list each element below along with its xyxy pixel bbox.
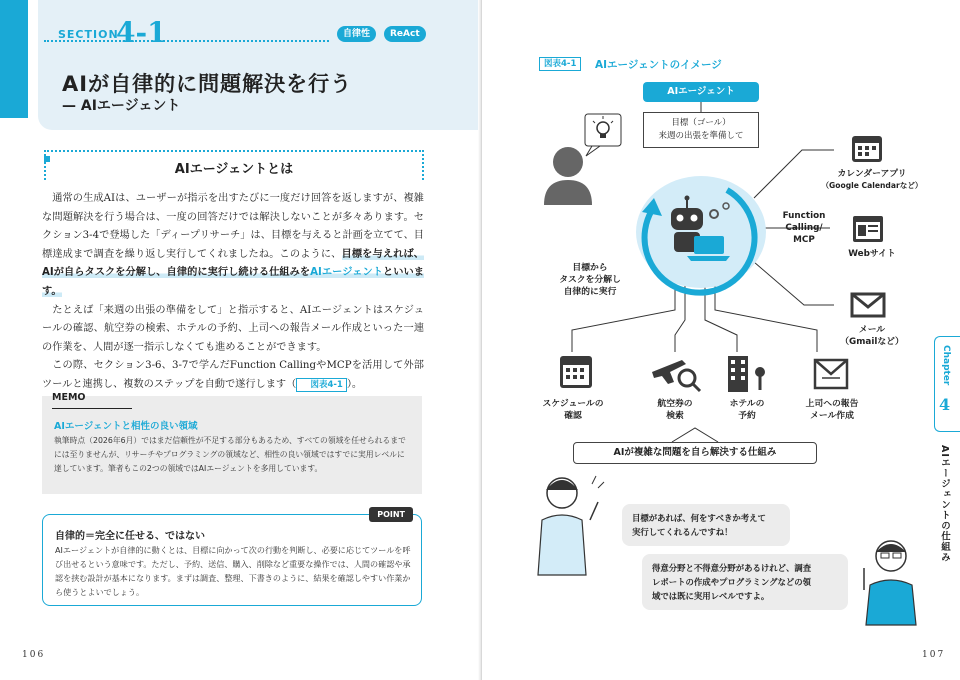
man-illustration xyxy=(864,541,916,625)
mail-doc-icon xyxy=(815,360,847,388)
point-title: 自律的＝完全に任せる、ではない xyxy=(55,531,205,542)
figure-reference[interactable]: 図表4-1 xyxy=(296,378,347,392)
memo-body: 執筆時点（2026年6月）ではまだ信頼性が不足する部分もあるため、すべての領域を任せられるまでには至りませんが、リサーチやプログラミングの領域など、相性の良い領域ではすでに実用レベルに達しています。筆者もこの2つの領域ではAIエージェントを多用しています。 xyxy=(54,436,406,473)
plane-search-icon xyxy=(652,360,700,391)
calendar-grid-icon xyxy=(560,356,592,388)
figure-title: AIエージェントのイメージ xyxy=(595,59,722,71)
task-hotel: ホテルの 予約 xyxy=(729,399,765,421)
decompose-label: 目標から タスクを分解し 自律的に実行 xyxy=(559,263,621,297)
mail-label: メール （Gmailなど） xyxy=(840,325,904,347)
tag-autonomy: 自律性 xyxy=(337,26,376,42)
figure-label: 図表4-1 xyxy=(539,57,581,71)
chapter-number: 4 xyxy=(939,395,951,414)
section-color-strip xyxy=(0,0,28,118)
page-number-left: 106 xyxy=(22,650,46,660)
function-calling-label: Function Calling/ MCP xyxy=(782,211,826,245)
section-label: SECTION xyxy=(58,28,119,41)
chapter-title: AIエージェントの仕組み xyxy=(939,445,950,563)
point-box xyxy=(42,510,422,606)
highlight-definition: 目標を与えれば、AIが自らタスクを分解し、自律的に実行し続ける仕組みを xyxy=(42,248,424,279)
hotel-key-icon xyxy=(728,356,765,392)
task-flight: 航空券の 検索 xyxy=(657,399,693,421)
paragraph-1: 通常の生成AIは、ユーザーが指示を出すたびに一度だけ回答を返しますが、複雑な問題解決を行う場合は、一度の回答だけでは解決しないことが多々あります。セクション3-4で登場した「ディープリサーチ」は、目標を与えると計画を立てて、目標達成まで調査を繰り返し実行してくれましたね。このように、目標を与えれば、AIが自らタスクを分解し、自律的に実行し続ける仕組みをAIエージェントといいます。 xyxy=(42,193,424,297)
page-number-right: 107 xyxy=(922,650,946,660)
user-silhouette-icon xyxy=(544,147,592,205)
memo-title: AIエージェントと相性の良い領域 xyxy=(54,421,198,432)
memo-label: MEMO xyxy=(52,392,86,403)
page-title: AIが自律的に問題解決を行う xyxy=(62,72,353,96)
agent-badge: AIエージェント xyxy=(643,82,759,102)
task-schedule: スケジュールの 確認 xyxy=(542,399,604,421)
paragraph-3: この際、セクション3-6、3-7で学んだFunction CallingやMCPを活用して外部ツールと連携し、複数のステップを自動で遂行します（ 図表4-1 ）。 xyxy=(42,360,424,390)
solve-summary-box: AIが複雑な問題を自ら解決する仕組み xyxy=(573,442,817,464)
calendar-app-label: カレンダーアプリ （Google Calendarなど） xyxy=(821,169,923,190)
point-body: AIエージェントが自律的に動くとは、目標に向かって次の行動を判断し、必要に応じてツールを呼び出せるという意味です。ただし、予約、送信、購入、削除など重要な操作では、人間の確認や承認を挟む設計が基本になります。まずは調査、整理、下書きのように、結果を確認しやすい作業から使うとよいでしょう。 xyxy=(55,545,411,597)
speech-bubble-man: 得意分野と不得意分野があるけれど、調査 レポートの作成やプログラミングなどの領 域では既に実用レベルですよ。 xyxy=(642,554,848,610)
task-report-mail: 上司への報告 メール作成 xyxy=(805,399,859,421)
website-icon xyxy=(853,216,883,242)
page-subtitle: — AIエージェント xyxy=(62,98,181,114)
mail-icon xyxy=(852,294,884,316)
paragraph-2: たとえば「来週の出張の準備をして」と指示すると、AIエージェントはスケジュールの確認、航空券の検索、ホテルの予約、上司への報告メール作成といった一連の作業を、人間が逐一指示しなくても進めることができます。 xyxy=(42,304,424,353)
section-number: 4-1 xyxy=(116,16,167,49)
website-label: Webサイト xyxy=(848,249,896,259)
section-heading: AIエージェントとは xyxy=(174,162,294,177)
body-text xyxy=(42,190,424,395)
chapter-label: Chapter xyxy=(941,345,951,386)
right-page xyxy=(481,0,960,680)
section-heading-box xyxy=(44,150,424,184)
chapter-tab[interactable] xyxy=(934,336,960,432)
tag-react: ReAct xyxy=(384,26,426,42)
speech-bubble-woman: 目標があれば、何をすべきか考えて 実行してくれるんですね！ xyxy=(622,504,790,546)
key-term: AIエージェント xyxy=(310,267,384,279)
calendar-app-icon xyxy=(852,136,882,162)
idea-bubble-icon xyxy=(585,114,621,156)
woman-illustration xyxy=(538,476,604,575)
point-badge: POINT xyxy=(369,507,413,522)
memo-box xyxy=(42,392,422,494)
goal-box: 目標（ゴール） 来週の出張を準備して xyxy=(643,112,759,148)
